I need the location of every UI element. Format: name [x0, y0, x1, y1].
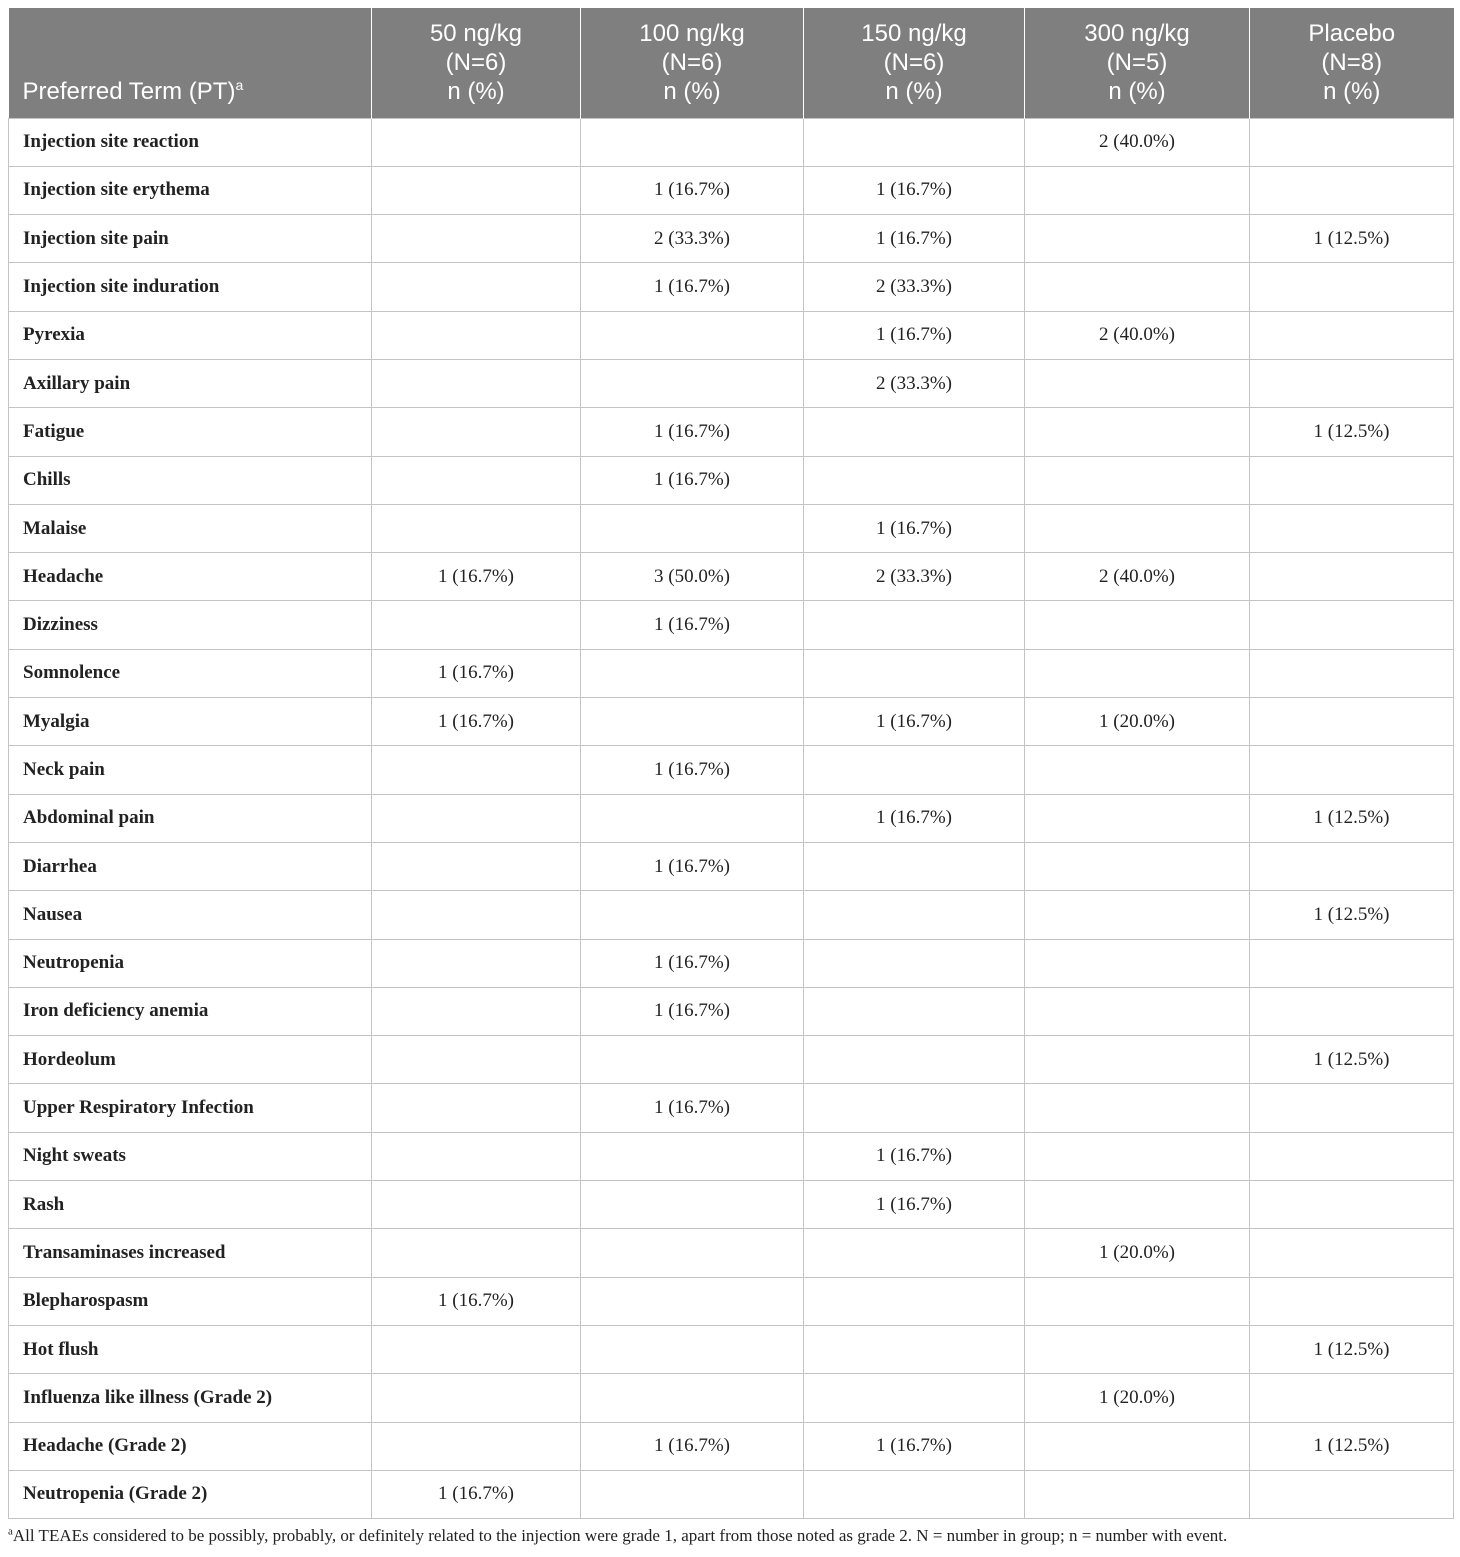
preferred-term-cell: Fatigue [9, 408, 372, 456]
preferred-term-cell: Neutropenia (Grade 2) [9, 1470, 372, 1518]
column-header-300-ngkg [1025, 8, 1250, 118]
preferred-term-cell: Injection site pain [9, 215, 372, 263]
value-cell [1250, 1132, 1454, 1180]
value-cell [1250, 1084, 1454, 1132]
value-cell [1025, 1470, 1250, 1518]
table-row [9, 359, 1454, 407]
value-cell [804, 1470, 1025, 1518]
value-cell [1250, 1277, 1454, 1325]
value-cell [1025, 504, 1250, 552]
value-cell [581, 1229, 804, 1277]
value-cell [1025, 166, 1250, 214]
value-cell [372, 118, 581, 166]
value-cell [1250, 601, 1454, 649]
value-cell: 1 (16.7%) [581, 939, 804, 987]
table-row [9, 118, 1454, 166]
header-stat: n (%) [885, 77, 943, 105]
value-cell: 1 (12.5%) [1250, 215, 1454, 263]
header-dose: 50 ng/kg [429, 19, 523, 47]
value-cell [1025, 1277, 1250, 1325]
table-row [9, 794, 1454, 842]
value-cell [1250, 1229, 1454, 1277]
value-cell: 1 (16.7%) [804, 311, 1025, 359]
value-cell [1250, 1470, 1454, 1518]
value-cell: 1 (16.7%) [372, 553, 581, 601]
value-cell [804, 1325, 1025, 1373]
value-cell: 1 (16.7%) [581, 746, 804, 794]
preferred-term-cell: Headache [9, 553, 372, 601]
header-dose: 300 ng/kg [1084, 19, 1190, 47]
table-row [9, 1277, 1454, 1325]
value-cell [581, 1132, 804, 1180]
preferred-term-cell: Transaminases increased [9, 1229, 372, 1277]
value-cell: 2 (33.3%) [804, 553, 1025, 601]
value-cell: 1 (16.7%) [804, 794, 1025, 842]
table-row [9, 842, 1454, 890]
preferred-term-cell: Chills [9, 456, 372, 504]
value-cell [372, 1036, 581, 1084]
value-cell [1025, 746, 1250, 794]
value-cell: 1 (12.5%) [1250, 1036, 1454, 1084]
table-row [9, 215, 1454, 263]
preferred-term-cell: Hot flush [9, 1325, 372, 1373]
table-footnote [8, 1526, 1227, 1546]
header-stat: n (%) [1108, 77, 1166, 105]
column-header-placebo [1250, 8, 1454, 118]
value-cell [581, 891, 804, 939]
value-cell [1250, 263, 1454, 311]
value-cell [1250, 746, 1454, 794]
table-row [9, 987, 1454, 1035]
value-cell [804, 939, 1025, 987]
table-row [9, 1470, 1454, 1518]
value-cell [372, 263, 581, 311]
column-header-100-ngkg [581, 8, 804, 118]
adverse-events-table-container [8, 8, 1453, 1519]
value-cell [372, 794, 581, 842]
value-cell [1025, 1084, 1250, 1132]
preferred-term-cell: Nausea [9, 891, 372, 939]
value-cell [372, 891, 581, 939]
preferred-term-cell: Hordeolum [9, 1036, 372, 1084]
value-cell [581, 1277, 804, 1325]
value-cell [1025, 891, 1250, 939]
value-cell [804, 842, 1025, 890]
value-cell [804, 1229, 1025, 1277]
value-cell: 1 (12.5%) [1250, 1325, 1454, 1373]
value-cell: 2 (40.0%) [1025, 118, 1250, 166]
preferred-term-cell: Dizziness [9, 601, 372, 649]
value-cell [1025, 794, 1250, 842]
header-stat: n (%) [1323, 77, 1381, 105]
preferred-term-cell: Injection site induration [9, 263, 372, 311]
preferred-term-cell: Axillary pain [9, 359, 372, 407]
value-cell: 1 (16.7%) [804, 1181, 1025, 1229]
table-row [9, 1422, 1454, 1470]
value-cell: 1 (16.7%) [804, 166, 1025, 214]
table-row [9, 1229, 1454, 1277]
preferred-term-cell: Neutropenia [9, 939, 372, 987]
value-cell: 1 (16.7%) [581, 263, 804, 311]
value-cell: 2 (40.0%) [1025, 553, 1250, 601]
preferred-term-label: Preferred Term (PT) [22, 77, 236, 105]
value-cell [581, 359, 804, 407]
table-row [9, 1036, 1454, 1084]
value-cell [372, 601, 581, 649]
table-row [9, 1132, 1454, 1180]
value-cell [804, 649, 1025, 697]
header-stat: n (%) [447, 77, 505, 105]
value-cell [372, 504, 581, 552]
column-header-preferred-term [9, 8, 372, 118]
preferred-term-cell: Pyrexia [9, 311, 372, 359]
preferred-term-cell: Headache (Grade 2) [9, 1422, 372, 1470]
table-row [9, 263, 1454, 311]
header-dose: 100 ng/kg [639, 19, 745, 47]
value-cell: 2 (33.3%) [804, 263, 1025, 311]
value-cell [1250, 553, 1454, 601]
footnote-text: All TEAEs considered to be possibly, probably, or definitely related to the injection were grade 1, apart from those noted as grade 2. N = number in group; n = number with event. [12, 1526, 1228, 1545]
value-cell: 1 (16.7%) [372, 1277, 581, 1325]
value-cell [1025, 456, 1250, 504]
value-cell: 1 (12.5%) [1250, 794, 1454, 842]
value-cell [1025, 1422, 1250, 1470]
value-cell [1025, 1325, 1250, 1373]
preferred-term-cell: Somnolence [9, 649, 372, 697]
preferred-term-cell: Injection site reaction [9, 118, 372, 166]
table-body [9, 118, 1454, 1519]
value-cell [1250, 456, 1454, 504]
value-cell: 1 (16.7%) [581, 601, 804, 649]
value-cell [1025, 601, 1250, 649]
header-row [9, 8, 1454, 118]
value-cell: 1 (16.7%) [581, 408, 804, 456]
table-row [9, 939, 1454, 987]
value-cell: 1 (20.0%) [1025, 698, 1250, 746]
value-cell: 1 (12.5%) [1250, 1422, 1454, 1470]
value-cell [372, 1325, 581, 1373]
table-row [9, 311, 1454, 359]
value-cell [804, 987, 1025, 1035]
value-cell [804, 601, 1025, 649]
value-cell: 1 (16.7%) [804, 504, 1025, 552]
value-cell [372, 1229, 581, 1277]
adverse-events-table [8, 8, 1454, 1519]
value-cell [372, 987, 581, 1035]
preferred-term-cell: Blepharospasm [9, 1277, 372, 1325]
header-n: (N=6) [883, 48, 945, 76]
value-cell: 2 (40.0%) [1025, 311, 1250, 359]
value-cell [804, 891, 1025, 939]
value-cell [581, 118, 804, 166]
value-cell: 2 (33.3%) [804, 359, 1025, 407]
table-row [9, 1325, 1454, 1373]
preferred-term-cell: Iron deficiency anemia [9, 987, 372, 1035]
table-row [9, 1084, 1454, 1132]
table-row [9, 504, 1454, 552]
value-cell [581, 1325, 804, 1373]
header-n: (N=8) [1321, 48, 1383, 76]
value-cell [804, 1084, 1025, 1132]
value-cell: 1 (16.7%) [581, 456, 804, 504]
value-cell [1250, 166, 1454, 214]
value-cell [1025, 649, 1250, 697]
table-row [9, 1374, 1454, 1422]
value-cell [804, 1277, 1025, 1325]
value-cell [1250, 1181, 1454, 1229]
value-cell [1025, 408, 1250, 456]
value-cell [1250, 1374, 1454, 1422]
preferred-term-cell: Neck pain [9, 746, 372, 794]
value-cell [1250, 649, 1454, 697]
value-cell [804, 408, 1025, 456]
value-cell [372, 359, 581, 407]
column-header-150-ngkg [804, 8, 1025, 118]
preferred-term-cell: Night sweats [9, 1132, 372, 1180]
value-cell [581, 698, 804, 746]
header-n: (N=6) [661, 48, 723, 76]
preferred-term-cell: Abdominal pain [9, 794, 372, 842]
value-cell [581, 311, 804, 359]
value-cell: 1 (16.7%) [581, 1084, 804, 1132]
value-cell [372, 1084, 581, 1132]
value-cell: 1 (16.7%) [581, 1422, 804, 1470]
value-cell: 1 (12.5%) [1250, 891, 1454, 939]
value-cell [372, 1422, 581, 1470]
value-cell [372, 746, 581, 794]
value-cell [804, 1036, 1025, 1084]
table-row [9, 456, 1454, 504]
footnote-marker: a [8, 1525, 13, 1538]
value-cell: 1 (16.7%) [804, 1132, 1025, 1180]
preferred-term-cell: Malaise [9, 504, 372, 552]
table-row [9, 553, 1454, 601]
header-n: (N=6) [445, 48, 507, 76]
table-row [9, 891, 1454, 939]
preferred-term-cell: Influenza like illness (Grade 2) [9, 1374, 372, 1422]
value-cell: 1 (16.7%) [372, 649, 581, 697]
header-n: (N=5) [1106, 48, 1168, 76]
value-cell: 1 (16.7%) [804, 215, 1025, 263]
header-stat: n (%) [663, 77, 721, 105]
value-cell [804, 456, 1025, 504]
header-dose: Placebo [1308, 19, 1396, 47]
value-cell: 1 (16.7%) [372, 1470, 581, 1518]
preferred-term-cell: Upper Respiratory Infection [9, 1084, 372, 1132]
value-cell: 1 (16.7%) [581, 987, 804, 1035]
column-header-50-ngkg [372, 8, 581, 118]
value-cell [372, 939, 581, 987]
value-cell [372, 215, 581, 263]
value-cell [1025, 263, 1250, 311]
value-cell [1025, 359, 1250, 407]
preferred-term-cell: Myalgia [9, 698, 372, 746]
value-cell: 1 (20.0%) [1025, 1374, 1250, 1422]
value-cell: 3 (50.0%) [581, 553, 804, 601]
value-cell [1250, 939, 1454, 987]
table-row [9, 408, 1454, 456]
value-cell [372, 1132, 581, 1180]
value-cell [581, 504, 804, 552]
value-cell [1025, 939, 1250, 987]
value-cell [804, 746, 1025, 794]
value-cell [1250, 359, 1454, 407]
value-cell [1025, 842, 1250, 890]
table-row [9, 698, 1454, 746]
value-cell [1025, 215, 1250, 263]
value-cell: 1 (16.7%) [372, 698, 581, 746]
value-cell [372, 311, 581, 359]
value-cell: 1 (12.5%) [1250, 408, 1454, 456]
value-cell [372, 408, 581, 456]
value-cell [581, 1374, 804, 1422]
value-cell: 1 (20.0%) [1025, 1229, 1250, 1277]
value-cell [581, 1470, 804, 1518]
value-cell [1250, 118, 1454, 166]
value-cell [1025, 1132, 1250, 1180]
table-row [9, 166, 1454, 214]
value-cell [581, 649, 804, 697]
header-dose: 150 ng/kg [861, 19, 967, 47]
value-cell [372, 1374, 581, 1422]
value-cell [581, 1181, 804, 1229]
value-cell [1250, 504, 1454, 552]
value-cell [1250, 311, 1454, 359]
value-cell [581, 1036, 804, 1084]
value-cell [1025, 1181, 1250, 1229]
value-cell: 1 (16.7%) [804, 1422, 1025, 1470]
preferred-term-cell: Injection site erythema [9, 166, 372, 214]
value-cell [372, 166, 581, 214]
table-row [9, 1181, 1454, 1229]
value-cell: 1 (16.7%) [804, 698, 1025, 746]
preferred-term-cell: Diarrhea [9, 842, 372, 890]
table-row [9, 601, 1454, 649]
value-cell: 1 (16.7%) [581, 842, 804, 890]
value-cell [1250, 842, 1454, 890]
value-cell [372, 842, 581, 890]
table-row [9, 746, 1454, 794]
value-cell [372, 1181, 581, 1229]
table-row [9, 649, 1454, 697]
value-cell [1250, 698, 1454, 746]
value-cell: 1 (16.7%) [581, 166, 804, 214]
value-cell [1025, 987, 1250, 1035]
value-cell [1025, 1036, 1250, 1084]
preferred-term-cell: Rash [9, 1181, 372, 1229]
value-cell: 2 (33.3%) [581, 215, 804, 263]
value-cell [372, 456, 581, 504]
preferred-term-superscript: a [235, 76, 244, 93]
value-cell [581, 794, 804, 842]
value-cell [1250, 987, 1454, 1035]
value-cell [804, 1374, 1025, 1422]
value-cell [804, 118, 1025, 166]
